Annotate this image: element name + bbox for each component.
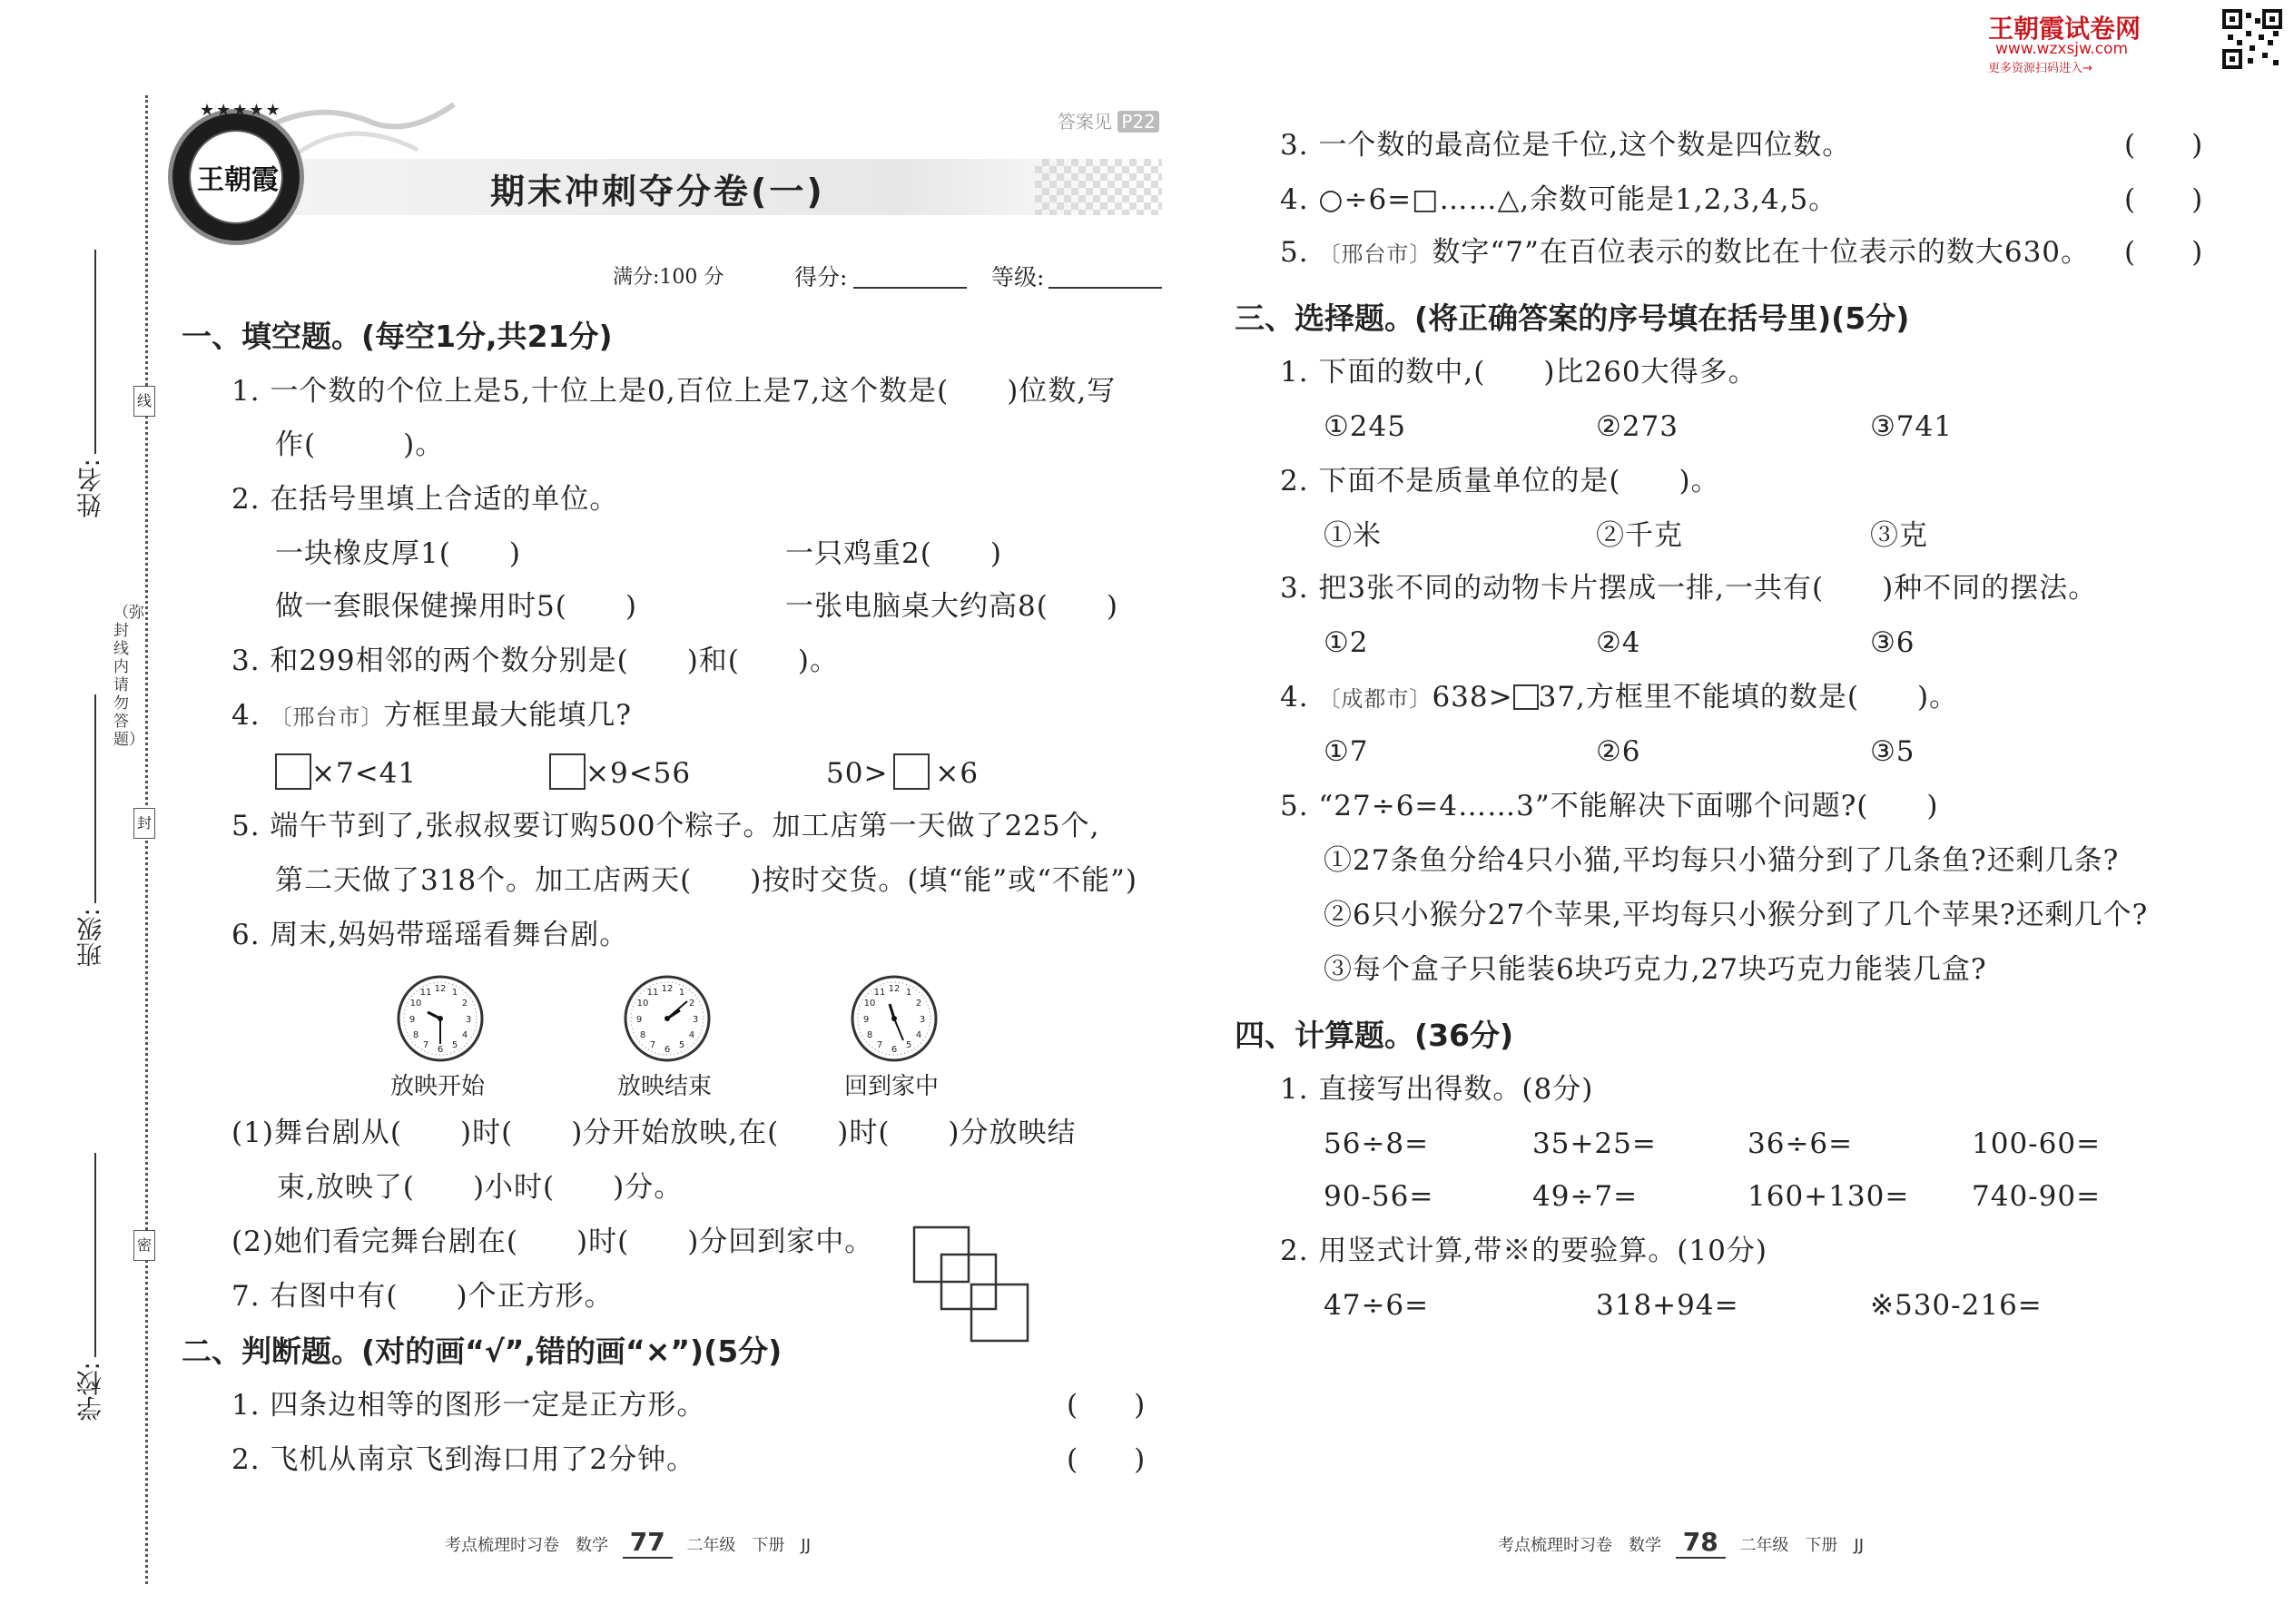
s3-q1: 1. 下面的数中,( )比260大得多。	[1280, 356, 1757, 389]
s1-q4-b-text: ×9<56	[586, 757, 692, 790]
answer-box[interactable]	[1513, 684, 1539, 710]
svg-text:1: 1	[451, 988, 458, 998]
s2-q4-answer[interactable]: ( )	[2124, 183, 2203, 216]
s2-q5-text: 数字“7”在百位表示的数比在十位表示的数大630。	[1432, 236, 2091, 269]
s3-q5-opt2[interactable]: ②6只小猴分27个苹果,平均每只小猴分到了几个苹果?还剩几个?	[1324, 899, 2149, 931]
s4-q2-item1: 47÷6=	[1324, 1289, 1430, 1322]
footer-grade: 二年级 下册 JJ	[686, 1536, 812, 1555]
svg-text:5: 5	[905, 1040, 912, 1050]
s3-q4-text-b: 37,方框里不能填的数是( )。	[1538, 681, 1959, 714]
binding-mark-feng: 封	[133, 808, 155, 839]
svg-text:5: 5	[678, 1040, 685, 1050]
answer-box[interactable]	[549, 753, 586, 790]
s1-q2-c: 做一套眼保健操用时5( )	[275, 590, 637, 623]
s3-q1-opt1[interactable]: ①245	[1324, 410, 1406, 443]
s4-q1-r1c1: 56÷8=	[1324, 1127, 1430, 1160]
grade-label: 等级:	[991, 264, 1045, 290]
s3-q5-opt3[interactable]: ③每个盒子只能装6块巧克力,27块巧克力能装几盒?	[1324, 953, 1987, 986]
s3-q2-opt1[interactable]: ①米	[1324, 519, 1382, 552]
squares-figure	[912, 1225, 1039, 1348]
s3-q4-opt1[interactable]: ①7	[1324, 735, 1369, 768]
s3-q5: 5. “27÷6=4……3”不能解决下面哪个问题?( )	[1280, 790, 1939, 822]
footer-series: 考点梳理时习卷 数学	[1498, 1536, 1661, 1555]
page-title: 期末冲刺夺分卷(一)	[490, 172, 825, 212]
s4-q1-r2c3: 160+130=	[1748, 1180, 1910, 1213]
right-footer	[1498, 1527, 1864, 1557]
s1-q4-c-pre: 50>	[826, 757, 889, 790]
svg-text:1: 1	[678, 988, 685, 998]
s2-q1-answer[interactable]: ( )	[1067, 1389, 1146, 1422]
svg-text:2: 2	[688, 999, 695, 1009]
svg-text:7: 7	[422, 1040, 429, 1050]
svg-text:2: 2	[461, 999, 468, 1009]
answer-ref-label: 答案见	[1058, 111, 1112, 133]
class-label: 班级:	[75, 908, 105, 968]
s2-q5-num: 5.	[1280, 236, 1309, 269]
score-field[interactable]	[853, 287, 967, 289]
s4-q2-item3: ※530-216=	[1870, 1289, 2043, 1322]
s3-q3-opt3[interactable]: ③6	[1870, 626, 1915, 659]
s3-q2-opt2[interactable]: ②千克	[1596, 519, 1683, 552]
s1-q4-num: 4.	[231, 699, 261, 732]
qr-code-icon[interactable]	[2222, 9, 2282, 69]
score-label: 得分:	[794, 264, 848, 290]
svg-text:6: 6	[891, 1045, 898, 1055]
svg-text:12: 12	[434, 984, 447, 994]
svg-text:4: 4	[688, 1030, 695, 1040]
name-label: 姓名:	[75, 458, 105, 518]
svg-text:9: 9	[862, 1015, 870, 1025]
clock-icon-end	[622, 973, 713, 1064]
s4-q1-r1c4: 100-60=	[1972, 1127, 2102, 1160]
school-underline	[94, 1153, 96, 1357]
svg-text:11: 11	[873, 988, 886, 998]
s1-q2-d: 一张电脑桌大约高8( )	[785, 590, 1118, 623]
s4-q1-r2c1: 90-56=	[1324, 1180, 1434, 1213]
s4-q1-r1c2: 35+25=	[1532, 1127, 1657, 1160]
s4-q1-r2c4: 740-90=	[1972, 1180, 2102, 1213]
name-underline	[94, 250, 96, 454]
logo-inner	[189, 130, 283, 224]
svg-text:6: 6	[664, 1045, 671, 1055]
svg-text:10: 10	[409, 999, 422, 1009]
s2-q4: 4. ○÷6=□……△,余数可能是1,2,3,4,5。	[1280, 183, 1838, 216]
answer-box[interactable]	[893, 753, 930, 790]
full-score: 满分:100 分	[613, 266, 724, 289]
s4-q1-r2c2: 49÷7=	[1532, 1180, 1639, 1213]
svg-text:7: 7	[649, 1040, 656, 1050]
svg-text:8: 8	[639, 1030, 646, 1040]
svg-text:5: 5	[451, 1040, 458, 1050]
left-page-number: 77	[623, 1527, 673, 1559]
footer-series: 考点梳理时习卷 数学	[445, 1536, 608, 1555]
s1-q6-1-line2: 束,放映了( )小时( )分。	[277, 1171, 684, 1204]
footer-grade: 二年级 下册 JJ	[1739, 1536, 1865, 1555]
s3-q4-num: 4.	[1280, 681, 1309, 714]
s4-q2-item2: 318+94=	[1596, 1289, 1739, 1322]
s1-q5-line2: 第二天做了318个。加工店两天( )按时交货。(填“能”或“不能”)	[275, 864, 1137, 897]
svg-text:4: 4	[915, 1030, 922, 1040]
section1-heading: 一、填空题。(每空1分,共21分)	[182, 319, 613, 354]
school-label: 学校:	[75, 1362, 105, 1422]
svg-text:11: 11	[646, 988, 659, 998]
svg-text:12: 12	[888, 984, 901, 994]
s1-q4-b	[549, 753, 691, 792]
s2-q2-answer[interactable]: ( )	[1067, 1443, 1146, 1476]
s3-q3-opt2[interactable]: ②4	[1596, 626, 1641, 659]
clock-caption-end: 放映结束	[617, 1073, 713, 1100]
svg-text:3: 3	[465, 1015, 472, 1025]
s3-q4-tag: 〔成都市〕	[1318, 686, 1433, 712]
left-footer	[445, 1527, 811, 1557]
s3-q4-opt3[interactable]: ③5	[1870, 735, 1915, 768]
answer-ref-page[interactable]: P22	[1117, 111, 1159, 133]
seal-note: （弥封线内请勿答题）	[113, 604, 144, 749]
clock-icon-home	[849, 973, 940, 1064]
s1-q1-line1: 1. 一个数的个位上是5,十位上是0,百位上是7,这个数是( )位数,写	[231, 375, 1117, 408]
clock-caption-start: 放映开始	[390, 1073, 486, 1100]
s3-q3-opt1[interactable]: ①2	[1324, 626, 1369, 659]
s1-q1-line2: 作( )。	[275, 428, 445, 461]
class-underline	[94, 694, 96, 903]
svg-text:8: 8	[412, 1030, 419, 1040]
s2-q5	[1280, 234, 2090, 272]
answer-ref	[1058, 107, 1159, 133]
s1-q4-tag: 〔邢台市〕	[270, 704, 384, 730]
brand-block	[1988, 9, 2288, 73]
svg-text:2: 2	[915, 999, 922, 1009]
s1-q6-1-line1: (1)舞台剧从( )时( )分开始放映,在( )时( )分放映结	[231, 1117, 1077, 1149]
s1-q4-text: 方框里最大能填几?	[383, 699, 633, 732]
svg-text:10: 10	[863, 999, 876, 1009]
checker-pattern	[1035, 159, 1162, 215]
svg-text:9: 9	[409, 1015, 416, 1025]
svg-text:7: 7	[876, 1040, 883, 1050]
s4-q1-r1c3: 36÷6=	[1748, 1127, 1854, 1160]
s1-q6: 6. 周末,妈妈带瑶瑶看舞台剧。	[231, 919, 629, 951]
section2-heading: 二、判断题。(对的画“√”,错的画“×”)(5分)	[182, 1334, 783, 1369]
answer-box[interactable]	[275, 753, 311, 790]
s1-q4-c-text: ×6	[935, 757, 980, 790]
s1-q4-a	[275, 753, 417, 792]
s1-q7: 7. 右图中有( )个正方形。	[231, 1280, 614, 1313]
s3-q1-opt2[interactable]: ②273	[1596, 410, 1679, 443]
s1-q6-2: (2)她们看完舞台剧在( )时( )分回到家中。	[231, 1225, 874, 1258]
s2-q2: 2. 飞机从南京飞到海口用了2分钟。	[231, 1443, 696, 1476]
logo-stars: ★★★★★	[200, 101, 282, 120]
s3-q4	[1280, 679, 1958, 717]
brand-name: 王朝霞试卷网	[1988, 14, 2141, 44]
s2-q5-answer[interactable]: ( )	[2124, 236, 2203, 269]
svg-text:9: 9	[635, 1015, 643, 1025]
s3-q3: 3. 把3张不同的动物卡片摆成一排,一共有( )种不同的摆法。	[1280, 572, 2098, 605]
clock-caption-home: 回到家中	[844, 1073, 940, 1100]
brand-url: www.wzxsjw.com	[1995, 40, 2129, 58]
binding-mark-mi: 密	[133, 1230, 155, 1261]
s1-q3: 3. 和299相邻的两个数分别是( )和( )。	[231, 645, 839, 677]
s1-q4-a-text: ×7<41	[311, 757, 418, 790]
s3-q4-text-a: 638>	[1432, 681, 1513, 714]
s3-q4-opt2[interactable]: ②6	[1596, 735, 1641, 768]
svg-text:3: 3	[919, 1015, 926, 1025]
s3-q2-opt3[interactable]: ③克	[1870, 519, 1928, 552]
binding-mark-xian: 线	[133, 386, 155, 417]
svg-text:1: 1	[905, 988, 912, 998]
s1-q2-a: 一块橡皮厚1( )	[275, 537, 521, 570]
grade-field[interactable]	[1049, 287, 1162, 289]
s1-q2-b: 一只鸡重2( )	[785, 537, 1002, 570]
section4-heading: 四、计算题。(36分)	[1235, 1018, 1514, 1053]
s2-q5-tag: 〔邢台市〕	[1318, 241, 1433, 267]
s1-q5-line1: 5. 端午节到了,张叔叔要订购500个粽子。加工店第一天做了225个,	[231, 810, 1100, 842]
svg-text:12: 12	[661, 984, 674, 994]
qr-hint: 更多资源扫码进入→	[1988, 62, 2092, 75]
svg-text:10: 10	[636, 999, 649, 1009]
s3-q5-opt1[interactable]: ①27条鱼分给4只小猫,平均每只小猫分到了几条鱼?还剩几条?	[1324, 844, 2120, 877]
svg-text:3: 3	[692, 1015, 699, 1025]
section3-heading: 三、选择题。(将正确答案的序号填在括号里)(5分)	[1235, 300, 1910, 336]
s3-q2: 2. 下面不是质量单位的是( )。	[1280, 465, 1720, 497]
svg-text:4: 4	[461, 1030, 468, 1040]
s2-q1: 1. 四条边相等的图形一定是正方形。	[231, 1389, 706, 1422]
svg-text:6: 6	[437, 1045, 444, 1055]
s4-q1: 1. 直接写出得数。(8分)	[1280, 1073, 1594, 1106]
s2-q3: 3. 一个数的最高位是千位,这个数是四位数。	[1280, 129, 1852, 162]
s1-q4-c	[826, 753, 979, 792]
s2-q3-answer[interactable]: ( )	[2124, 129, 2203, 162]
logo-text: 王朝霞	[197, 164, 279, 196]
s1-q2: 2. 在括号里填上合适的单位。	[231, 483, 619, 516]
clock-icon-start	[395, 973, 486, 1064]
s3-q1-opt3[interactable]: ③741	[1870, 410, 1953, 443]
binding-dotted-line	[145, 95, 148, 1584]
svg-text:8: 8	[866, 1030, 873, 1040]
s4-q2: 2. 用竖式计算,带※的要验算。(10分)	[1280, 1235, 1767, 1267]
svg-text:11: 11	[419, 988, 432, 998]
logo-badge	[168, 101, 304, 245]
s1-q4	[231, 697, 632, 735]
right-page-number: 78	[1676, 1527, 1726, 1559]
